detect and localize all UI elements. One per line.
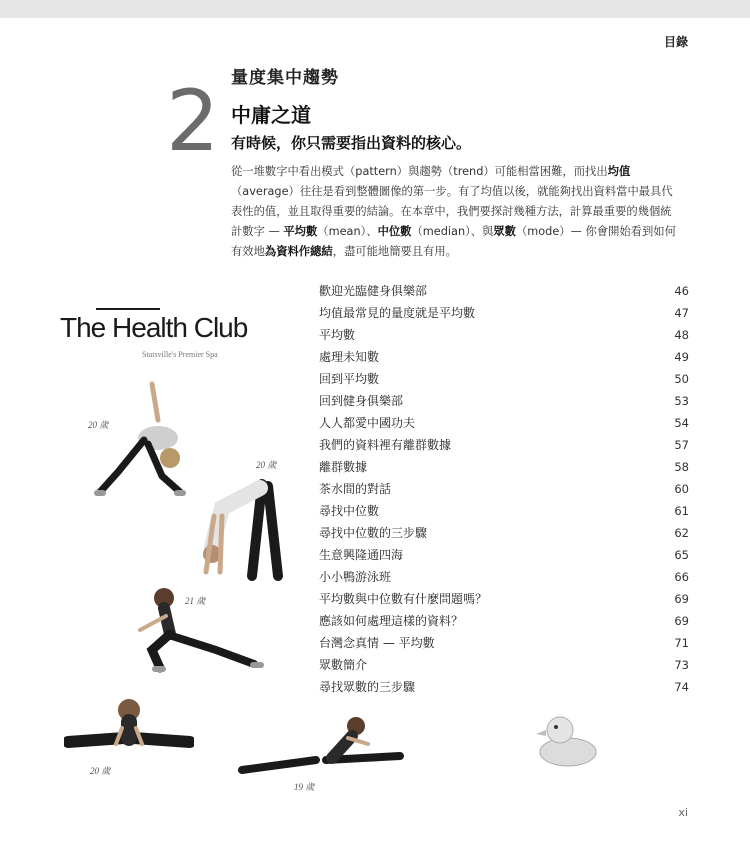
toc-entry-page: 49: [674, 350, 689, 364]
toc-entry-title: 均值最常見的量度就是平均數: [319, 306, 476, 320]
age-label: 20 歲: [256, 460, 277, 470]
toc-entry-title: 小小鴨游泳班: [319, 570, 392, 584]
table-of-contents: [319, 280, 689, 698]
toc-entry-title: 尋找中位數的三步驟: [319, 526, 428, 540]
woman-straddle-photo: [64, 696, 194, 760]
toc-entry[interactable]: [319, 456, 689, 478]
toc-entry-page: 50: [674, 372, 689, 386]
toc-entry-page: 53: [674, 394, 689, 408]
toc-entry-page: 61: [674, 504, 689, 518]
logo-tagline: Statsville's Premier Spa: [142, 350, 218, 359]
toc-entry[interactable]: [319, 324, 689, 346]
toc-entry-page: 46: [674, 284, 689, 298]
toc-entry-title: 處理未知數: [319, 350, 380, 364]
toc-entry-title: 回到平均數: [319, 372, 380, 386]
toc-entry[interactable]: [319, 566, 689, 588]
toc-entry[interactable]: [319, 676, 689, 698]
barbell-bar: [96, 308, 160, 310]
toc-entry-title: 眾數簡介: [319, 658, 368, 672]
intro-emphasis: 中位數: [377, 225, 412, 238]
toc-entry-page: 73: [674, 658, 689, 672]
health-club-logo: [60, 306, 248, 366]
toc-entry-title: 尋找中位數: [319, 504, 380, 518]
toc-entry[interactable]: [319, 280, 689, 302]
toc-entry-title: 尋找眾數的三步驟: [319, 680, 416, 694]
toc-entry-title: 台灣念真情 — 平均數: [319, 636, 435, 650]
man-forward-fold-photo: [192, 476, 288, 582]
toc-entry-title: 回到健身俱樂部: [319, 394, 404, 408]
toc-entry-title: 人人都愛中國功夫: [319, 416, 416, 430]
toc-entry-page: 58: [674, 460, 689, 474]
toc-entry[interactable]: [319, 302, 689, 324]
age-label: 20 歲: [88, 420, 109, 430]
toc-entry[interactable]: [319, 500, 689, 522]
toc-entry[interactable]: [319, 412, 689, 434]
toc-entry-page: 71: [674, 636, 689, 650]
intro-text: 從一堆數字中看出模式（pattern）與趨勢（trend）可能相當困難，而找出: [231, 165, 608, 178]
toc-entry-title: 離群數據: [319, 460, 368, 474]
intro-emphasis: 均值: [607, 165, 631, 178]
chapter-kicker: 量度集中趨勢: [231, 68, 339, 88]
toc-entry[interactable]: [319, 368, 689, 390]
chapter-title: 中庸之道: [231, 103, 311, 127]
age-label: 20 歲: [90, 766, 111, 776]
age-label: 19 歲: [294, 782, 315, 792]
intro-emphasis: 平均數: [283, 225, 318, 238]
toc-entry-page: 74: [674, 680, 689, 694]
toc-entry-page: 66: [674, 570, 689, 584]
top-gray-band: [0, 0, 750, 18]
chapter-number: 2: [166, 72, 220, 170]
page-number: xi: [678, 806, 688, 819]
toc-entry-title: 我們的資料裡有離群數據: [319, 438, 452, 452]
woman-side-lunge-photo: [130, 584, 270, 680]
toc-entry-title: 茶水間的對話: [319, 482, 392, 496]
toc-entry[interactable]: [319, 544, 689, 566]
intro-text: （average）往往是看到整體圖像的第一步。有了均值以後，就能夠找出資料當中最具代表性的值，並且取得重要的結論。在本章中，我們要探討幾種方法，計算最重要的幾個統計數字 —: [231, 185, 673, 238]
toc-entry-title: 平均數與中位數有什麼問題嗎？: [319, 592, 488, 606]
toc-entry[interactable]: [319, 654, 689, 676]
toc-entry-page: 48: [674, 328, 689, 342]
intro-text: （median）、與: [411, 225, 494, 238]
toc-entry[interactable]: [319, 610, 689, 632]
toc-entry-page: 60: [674, 482, 689, 496]
toc-entry[interactable]: [319, 588, 689, 610]
woman-splits-photo: [236, 716, 406, 776]
intro-text: （mean）、: [317, 225, 378, 238]
chapter-tagline: 有時候，你只需要指出資料的核心。: [231, 134, 472, 152]
toc-entry[interactable]: [319, 632, 689, 654]
toc-entry[interactable]: [319, 434, 689, 456]
intro-emphasis: 為資料作總結: [264, 245, 333, 258]
toc-entry-title: 生意興隆通四海: [319, 548, 404, 562]
logo-wordmark: The Health Club: [60, 312, 248, 343]
rubber-duck-icon: [534, 712, 600, 768]
toc-entry-page: 47: [674, 306, 689, 320]
intro-text: （mode）— 你會開始看到如何有效地: [231, 225, 676, 258]
toc-entry-page: 54: [674, 416, 689, 430]
toc-entry-title: 歡迎光臨健身俱樂部: [319, 284, 428, 298]
toc-entry[interactable]: [319, 346, 689, 368]
toc-entry-title: 平均數: [319, 328, 356, 342]
toc-entry-page: 69: [674, 592, 689, 606]
toc-entry[interactable]: [319, 390, 689, 412]
chapter-intro: [231, 162, 679, 262]
toc-entry-title: 應該如何處理這樣的資料？: [319, 614, 464, 628]
toc-entry-page: 62: [674, 526, 689, 540]
intro-emphasis: 眾數: [493, 225, 516, 238]
running-head: 目錄: [663, 35, 688, 49]
age-label: 21 歲: [185, 596, 206, 606]
toc-entry[interactable]: [319, 522, 689, 544]
toc-entry-page: 69: [674, 614, 689, 628]
toc-entry-page: 57: [674, 438, 689, 452]
woman-stretch-photo: [88, 380, 188, 506]
toc-entry[interactable]: [319, 478, 689, 500]
toc-entry-page: 65: [674, 548, 689, 562]
intro-text: ，盡可能地簡要且有用。: [332, 245, 457, 258]
